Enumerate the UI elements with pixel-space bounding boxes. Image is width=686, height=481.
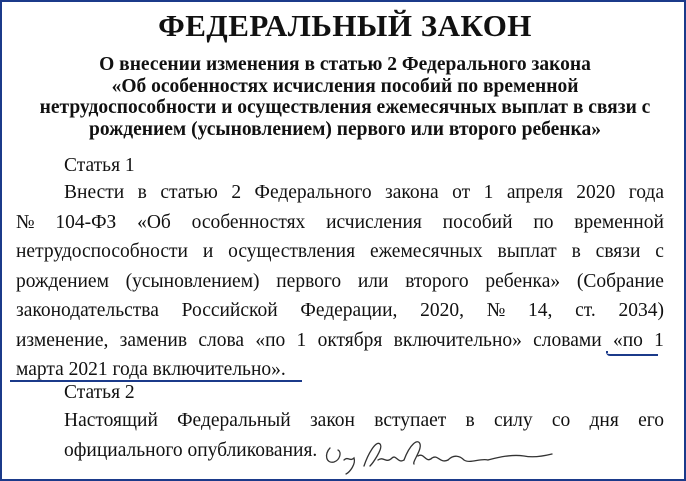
signature-icon <box>320 434 560 479</box>
word: нетрудоспособности <box>16 241 188 262</box>
word: исчисления <box>326 211 422 233</box>
word: 1 <box>483 182 494 203</box>
article-2-line <box>16 406 664 436</box>
word: или <box>357 270 389 292</box>
word: первого <box>276 270 342 292</box>
word: ребенка» <box>485 270 561 292</box>
word: пособий <box>442 211 513 233</box>
subtitle-line: рождением (усыновлением) первого или второго ребенка» <box>89 118 601 140</box>
word: силу <box>494 410 533 431</box>
word: года <box>628 182 664 203</box>
article-1-heading: Статья 1 <box>64 155 135 176</box>
article-2-heading: Статья 2 <box>64 382 135 403</box>
word: его <box>638 410 664 431</box>
word: № <box>16 211 35 233</box>
word: ст. <box>575 300 596 321</box>
article-1-line <box>16 178 664 208</box>
word: и <box>202 241 214 262</box>
article-1-line <box>16 296 664 326</box>
word: 14, <box>528 300 553 321</box>
word: включительно» <box>393 329 522 351</box>
word: особенностях <box>191 211 306 233</box>
article-1-line: марта 2021 года включительно». <box>16 359 286 380</box>
word: по <box>533 211 554 233</box>
word: № <box>486 300 506 321</box>
word: временной <box>574 211 664 233</box>
word: «Об <box>137 211 171 233</box>
word: со <box>551 410 571 431</box>
word: Российской <box>181 300 278 321</box>
highlight-underline <box>10 380 302 382</box>
word: Федеральный <box>177 410 291 431</box>
word: рождением <box>16 270 109 292</box>
word: 2 <box>231 182 242 203</box>
word: октября <box>317 329 383 351</box>
word: законодательства <box>16 300 159 321</box>
word: статью <box>160 182 218 203</box>
word: заменив <box>119 329 188 351</box>
word: Федерального <box>254 182 372 203</box>
word: в <box>465 410 475 431</box>
word: с <box>655 241 664 262</box>
word: 2034) <box>618 300 664 321</box>
highlight-underline-right <box>606 332 658 356</box>
word: Настоящий <box>64 410 158 431</box>
word: 1 <box>296 329 307 351</box>
highlight-underline-tick <box>606 351 608 353</box>
word: (усыновлением) <box>125 270 260 292</box>
word: дня <box>589 410 619 431</box>
article-1-text <box>16 178 664 385</box>
word: Внести <box>64 182 125 203</box>
law-subtitle <box>2 54 686 140</box>
word: закон <box>309 410 355 431</box>
word: (Собрание <box>576 270 664 292</box>
article-2-line: официального опубликования. <box>64 439 318 461</box>
document-title: ФЕДЕРАЛЬНЫЙ ЗАКОН <box>158 8 532 43</box>
word: от <box>452 182 471 203</box>
word: осуществления <box>228 241 356 262</box>
word: слова <box>198 329 245 351</box>
word: закона <box>385 182 439 203</box>
word: в <box>137 182 147 203</box>
word: второго <box>405 270 469 292</box>
article-1-line <box>16 267 664 297</box>
subtitle-line: О внесении изменения в статью 2 Федерального закона <box>99 54 591 75</box>
word: вступает <box>374 410 447 431</box>
article-1-line <box>16 326 664 356</box>
word: связи <box>595 241 641 262</box>
article-1-line <box>16 237 664 267</box>
word: словами <box>533 329 602 351</box>
word: апреля <box>506 182 563 203</box>
word: ежемесячных <box>369 241 483 262</box>
word: 2020 <box>576 182 616 203</box>
article-1-line <box>16 208 664 238</box>
word: Федерации, <box>300 300 398 321</box>
word: в <box>571 241 581 262</box>
word: 104-ФЗ <box>55 211 117 233</box>
subtitle-line: «Об особенностях исчисления пособий по временной <box>111 75 579 97</box>
word: выплат <box>497 241 557 262</box>
word: «по <box>612 329 643 351</box>
subtitle-line: нетрудоспособности и осуществления ежемесячных выплат в связи с <box>39 97 651 118</box>
word: изменение, <box>16 329 109 351</box>
word: 1 <box>654 329 664 351</box>
word: «по <box>255 329 286 351</box>
word: 2020, <box>420 300 464 321</box>
